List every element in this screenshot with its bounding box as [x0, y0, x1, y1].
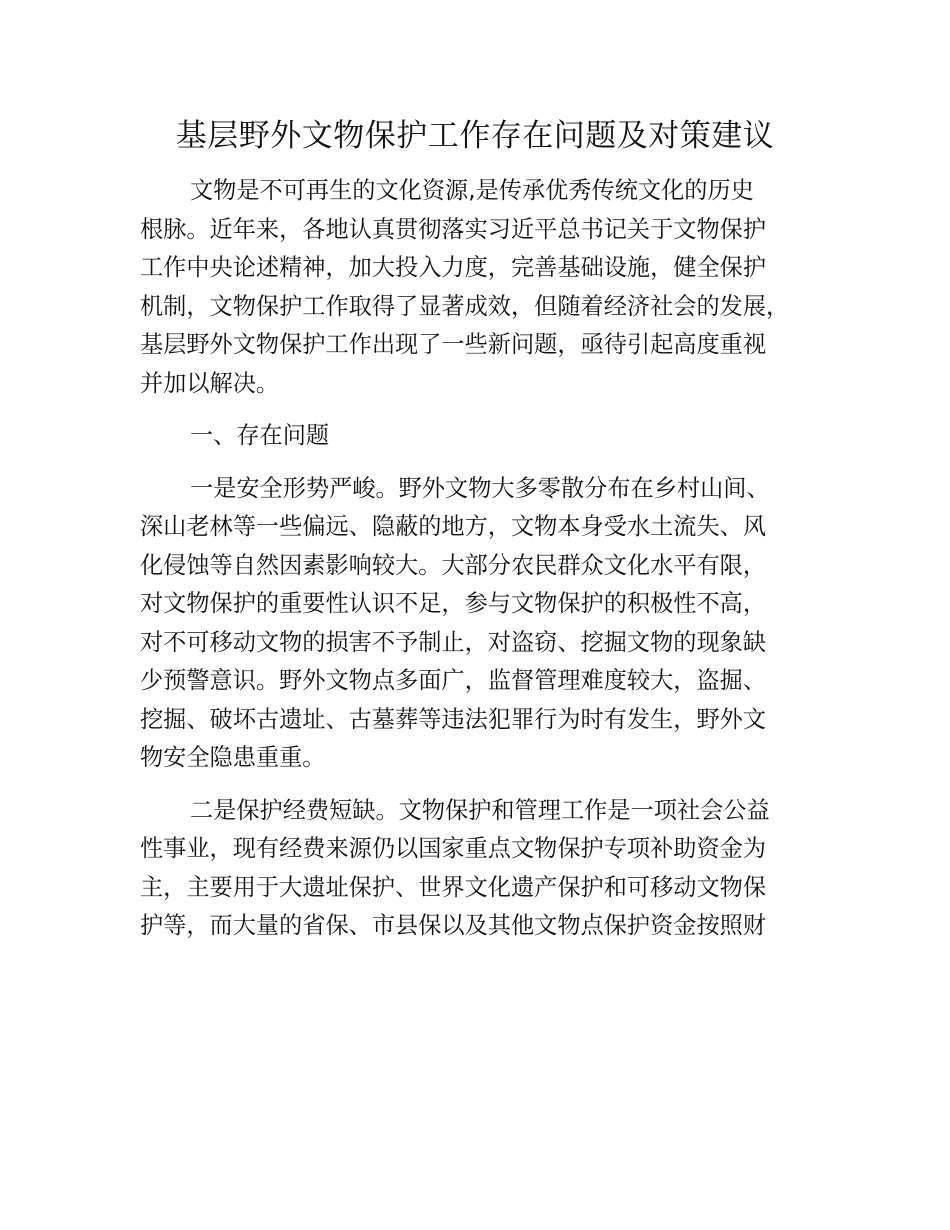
text-line: 性事业，现有经费来源仍以国家重点文物保护专项补助资金为: [140, 835, 767, 862]
section-heading: [140, 417, 830, 456]
text-line: 主，主要用于大遗址保护、世界文化遗产保护和可移动文物保: [140, 873, 767, 901]
text-line: 并加以解决。: [140, 369, 280, 397]
paragraph-security: [140, 470, 830, 778]
document-title: 基层野外文物保护工作存在问题及对策建议: [175, 118, 775, 154]
text-line: 一、存在问题: [190, 422, 330, 449]
text-line: 对不可移动文物的损害不予制止，对盗窃、挖掘文物的现象缺: [140, 628, 767, 656]
document-body: [140, 172, 830, 946]
text-line: 一是安全形势严峻。野外文物大多零散分布在乡村山间、: [190, 474, 770, 502]
text-line: 根脉。近年来，各地认真贯彻落实习近平总书记关于文物保护: [140, 215, 767, 243]
text-line: 文物是不可再生的文化资源,是传承优秀传统文化的历史: [190, 177, 754, 204]
text-line: 对文物保护的重要性认识不足，参与文物保护的积极性不高，: [140, 590, 767, 617]
text-line: 二是保护经费短缺。文物保护和管理工作是一项社会公益: [190, 796, 770, 824]
text-line: 基层野外文物保护工作出现了一些新问题，亟待引起高度重视: [140, 331, 767, 358]
text-line: 挖掘、破坏古遗址、古墓葬等违法犯罪行为时有发生，野外文: [140, 705, 767, 733]
text-line: 少预警意识。野外文物点多面广，监督管理难度较大，盗掘、: [140, 667, 767, 694]
text-line: 工作中央论述精神，加大投入力度，完善基础设施，健全保护: [140, 254, 767, 281]
paragraph-funding: [140, 792, 830, 946]
text-line: 物安全隐患重重。: [140, 744, 326, 771]
text-line: 深山老林等一些偏远、隐蔽的地方，文物本身受水土流失、风: [140, 513, 767, 540]
paragraph-intro: [140, 172, 830, 403]
text-line: 护等，而大量的省保、市县保以及其他文物点保护资金按照财: [140, 912, 767, 939]
text-line: 化侵蚀等自然因素影响较大。大部分农民群众文化水平有限，: [140, 551, 767, 579]
text-line: 机制，文物保护工作取得了显著成效，但随着经济社会的发展，: [140, 292, 790, 320]
